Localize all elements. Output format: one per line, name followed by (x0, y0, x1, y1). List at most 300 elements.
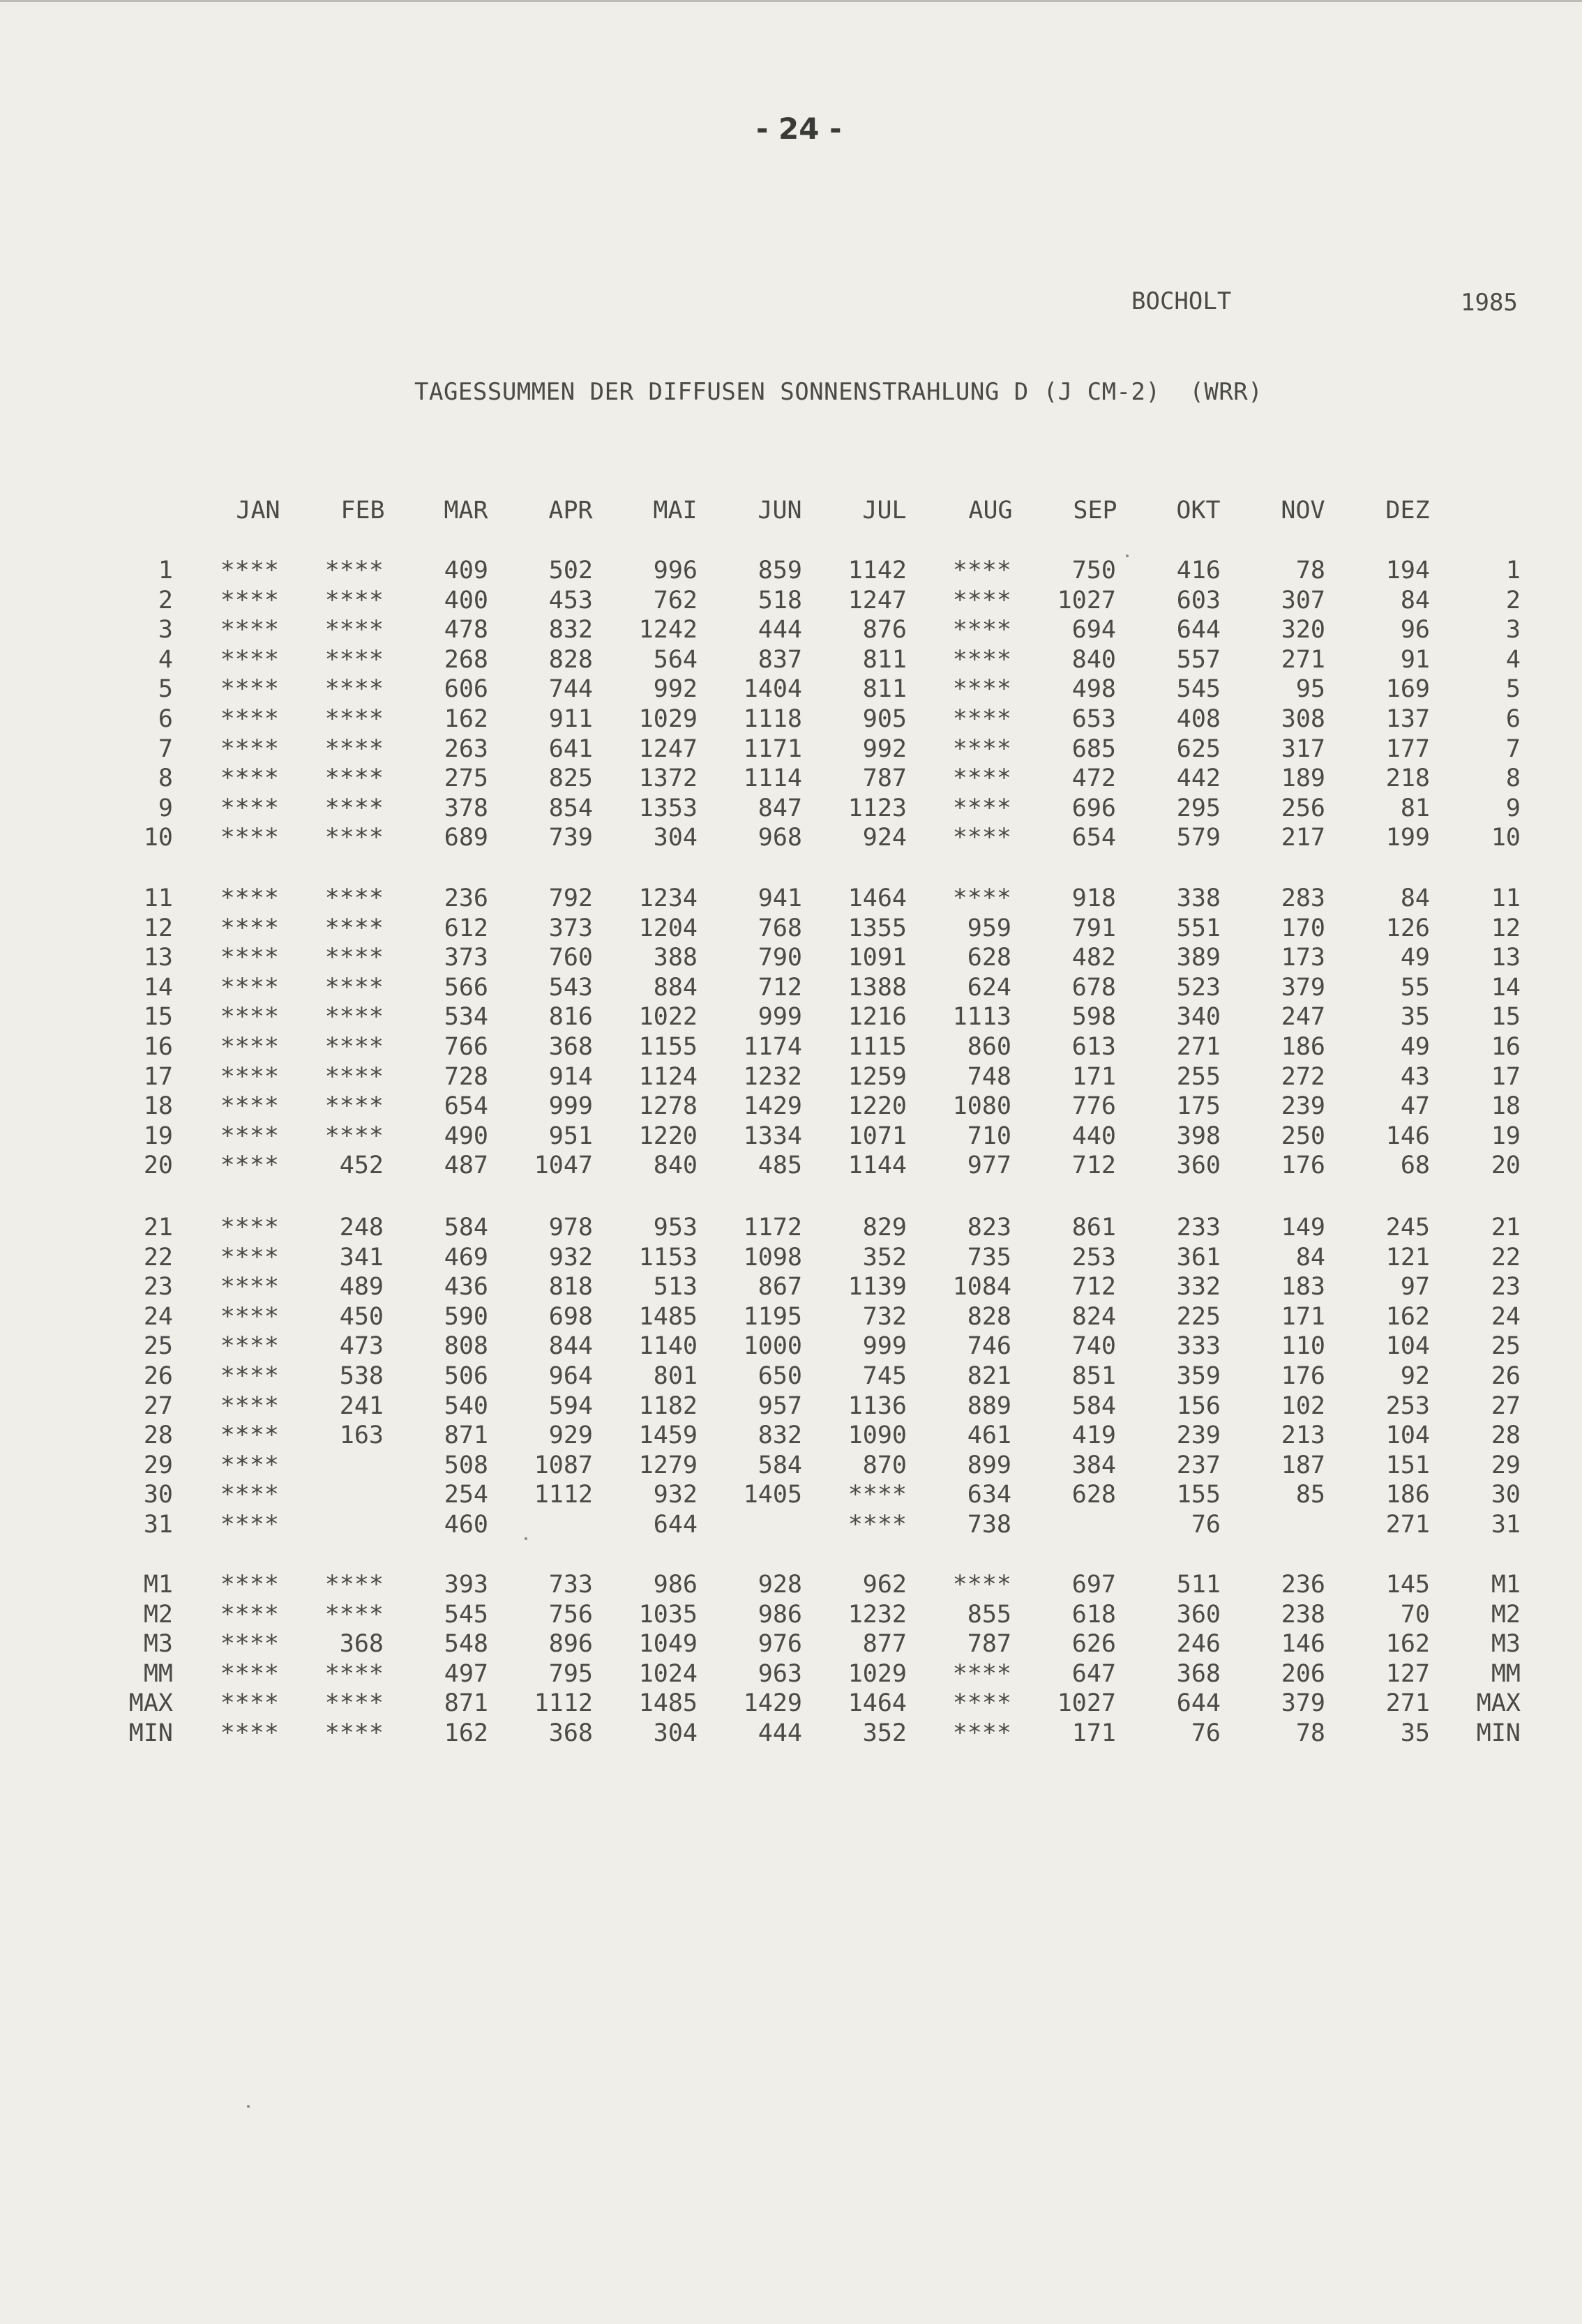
table-cell: **** (952, 734, 1011, 763)
table-cell: 899 (967, 1451, 1011, 1479)
table-cell: 1155 (638, 1033, 698, 1061)
table-cell: 416 (1176, 557, 1221, 584)
table-cell: **** (952, 675, 1011, 704)
table-cell: 808 (444, 1332, 488, 1361)
table-cell: 811 (862, 675, 907, 704)
table-cell: 918 (1071, 884, 1116, 912)
table-cell: **** (220, 1062, 279, 1091)
table-cell: 1114 (743, 764, 802, 793)
table-cell: 1355 (848, 914, 907, 942)
table-cell: 1091 (848, 944, 907, 972)
table-title: TAGESSUMMEN DER DIFFUSEN SONNENSTRAHLUNG D (J CM-2) (WRR) (414, 378, 1263, 406)
row-label-right: M3 (1491, 1630, 1521, 1659)
table-cell: 594 (548, 1391, 593, 1420)
table-cell: 829 (862, 1214, 907, 1242)
table-cell: 183 (1281, 1273, 1325, 1301)
table-cell: 832 (548, 616, 593, 644)
row-label-right: 14 (1491, 973, 1521, 1002)
row-label-right: 17 (1491, 1062, 1521, 1091)
table-cell: 1242 (638, 616, 698, 644)
table-cell: 70 (1400, 1600, 1430, 1629)
table-cell: 253 (1071, 1243, 1116, 1272)
table-cell: 606 (444, 675, 488, 704)
table-cell: 149 (1281, 1214, 1325, 1242)
table-cell: 490 (444, 1122, 488, 1150)
table-cell: 625 (1176, 734, 1221, 763)
table-cell: 978 (548, 1214, 593, 1242)
table-cell: **** (220, 645, 279, 674)
table-cell: 163 (339, 1421, 384, 1450)
table-cell: **** (220, 1033, 279, 1061)
table-cell: 1247 (638, 734, 698, 763)
table-cell: 469 (444, 1243, 488, 1272)
table-cell: **** (220, 1719, 279, 1747)
table-cell: 733 (548, 1571, 593, 1599)
table-cell: 644 (1176, 1689, 1221, 1718)
row-label: 7 (158, 734, 173, 763)
table-cell: 49 (1400, 944, 1430, 972)
table-cell: 373 (444, 944, 488, 972)
table-cell: 545 (1176, 675, 1221, 704)
table-cell: **** (952, 884, 1011, 912)
table-cell: 996 (653, 557, 698, 584)
table-cell: 127 (1385, 1659, 1430, 1688)
table-cell: 746 (967, 1332, 1011, 1361)
table-cell: 1024 (638, 1659, 698, 1688)
row-label-right: 12 (1491, 914, 1521, 942)
table-cell: 612 (444, 914, 488, 942)
table-cell: 379 (1281, 973, 1325, 1002)
row-label: M2 (143, 1600, 173, 1629)
row-label: 14 (143, 973, 173, 1002)
table-cell: 169 (1385, 675, 1430, 704)
table-cell: 1142 (848, 557, 907, 584)
table-cell: 436 (444, 1273, 488, 1301)
table-cell: **** (324, 675, 384, 704)
table-cell: 801 (653, 1362, 698, 1390)
row-label: 8 (158, 764, 173, 793)
table-cell: 825 (548, 764, 593, 793)
table-cell: 712 (1071, 1273, 1116, 1301)
table-cell: 1113 (952, 1003, 1011, 1032)
table-cell: 76 (1191, 1511, 1221, 1539)
row-label-right: MAX (1476, 1689, 1521, 1718)
table-cell: 245 (1385, 1214, 1430, 1242)
table-cell: **** (220, 1362, 279, 1390)
table-cell: 1172 (743, 1214, 802, 1242)
table-cell: **** (324, 973, 384, 1002)
table-cell: 194 (1385, 557, 1430, 584)
table-cell: 35 (1400, 1719, 1430, 1747)
table-cell: **** (952, 1659, 1011, 1688)
table-cell: 1485 (638, 1302, 698, 1331)
table-cell: 304 (653, 1719, 698, 1747)
table-cell: 523 (1176, 973, 1221, 1002)
row-label: MM (143, 1659, 173, 1688)
table-cell: 359 (1176, 1362, 1221, 1390)
table-cell: 795 (548, 1659, 593, 1688)
table-cell: **** (324, 1600, 384, 1629)
table-cell: 590 (444, 1302, 488, 1331)
table-cell: 241 (339, 1391, 384, 1420)
table-cell: 732 (862, 1302, 907, 1331)
table-cell: **** (220, 1214, 279, 1242)
table-cell: 860 (967, 1033, 1011, 1061)
table-cell: 712 (758, 973, 802, 1002)
table-cell: 440 (1071, 1122, 1116, 1150)
table-cell: 739 (548, 824, 593, 852)
year: 1985 (1461, 289, 1518, 317)
table-cell: 964 (548, 1362, 593, 1390)
table-cell: **** (220, 1122, 279, 1150)
row-label: 13 (143, 944, 173, 972)
table-cell: 271 (1385, 1689, 1430, 1718)
table-cell: 238 (1281, 1600, 1325, 1629)
table-cell: 110 (1281, 1332, 1325, 1361)
table-cell: **** (220, 764, 279, 793)
table-cell: **** (952, 1719, 1011, 1747)
row-label: 17 (143, 1062, 173, 1091)
table-cell: 1027 (1057, 586, 1116, 614)
row-label: 18 (143, 1092, 173, 1121)
table-cell: 689 (444, 824, 488, 852)
table-cell: 361 (1176, 1243, 1221, 1272)
table-cell: 735 (967, 1243, 1011, 1272)
table-cell: 485 (758, 1152, 802, 1180)
table-cell: 1029 (638, 705, 698, 733)
row-label-right: 28 (1491, 1421, 1521, 1450)
column-header: JAN (236, 497, 280, 525)
table-cell: 977 (967, 1152, 1011, 1180)
table-cell: 213 (1281, 1421, 1325, 1450)
table-cell: **** (220, 1511, 279, 1539)
table-cell: 85 (1295, 1481, 1325, 1509)
row-label-right: 30 (1491, 1481, 1521, 1509)
table-cell: 791 (1071, 914, 1116, 942)
table-cell: 1247 (848, 586, 907, 614)
table-cell: 419 (1071, 1421, 1116, 1450)
table-cell: **** (220, 1630, 279, 1659)
table-cell: 792 (548, 884, 593, 912)
table-cell: 543 (548, 973, 593, 1002)
table-cell: 811 (862, 645, 907, 674)
table-cell: 1220 (848, 1092, 907, 1121)
table-cell: **** (220, 1302, 279, 1331)
table-cell: **** (324, 764, 384, 793)
table-cell: 1220 (638, 1122, 698, 1150)
row-label: 2 (158, 586, 173, 614)
table-cell: 368 (548, 1719, 593, 1747)
table-cell: 557 (1176, 645, 1221, 674)
table-cell: 68 (1400, 1152, 1430, 1180)
table-cell: 1118 (743, 705, 802, 733)
table-cell: 461 (967, 1421, 1011, 1450)
table-cell: 55 (1400, 973, 1430, 1002)
table-cell: 598 (1071, 1003, 1116, 1032)
table-cell: 340 (1176, 1003, 1221, 1032)
table-cell: 914 (548, 1062, 593, 1091)
table-cell: 840 (653, 1152, 698, 1180)
table-cell: 317 (1281, 734, 1325, 763)
table-cell: 444 (758, 616, 802, 644)
table-cell: 986 (758, 1600, 802, 1629)
row-label: M3 (143, 1630, 173, 1659)
row-label-right: 1 (1505, 557, 1521, 584)
table-cell: **** (220, 824, 279, 852)
table-cell: 248 (339, 1214, 384, 1242)
row-label: 9 (158, 794, 173, 822)
table-cell: 548 (444, 1630, 488, 1659)
table-cell: 162 (1385, 1302, 1430, 1331)
table-cell: 1035 (638, 1600, 698, 1629)
table-cell: 821 (967, 1362, 1011, 1390)
table-cell: 84 (1400, 586, 1430, 614)
table-cell: 239 (1281, 1092, 1325, 1121)
row-label: 16 (143, 1033, 173, 1061)
table-cell: 626 (1071, 1630, 1116, 1659)
table-cell: 968 (758, 824, 802, 852)
table-cell: 696 (1071, 794, 1116, 822)
table-cell: 171 (1281, 1302, 1325, 1331)
table-cell: 1027 (1057, 1689, 1116, 1718)
table-cell: 237 (1176, 1451, 1221, 1479)
column-header: MAI (653, 497, 698, 525)
table-cell: 957 (758, 1391, 802, 1420)
table-cell: 472 (1071, 764, 1116, 793)
table-cell: 1098 (743, 1243, 802, 1272)
table-cell: 35 (1400, 1003, 1430, 1032)
table-cell: 137 (1385, 705, 1430, 733)
table-cell: **** (220, 1391, 279, 1420)
table-cell: 162 (444, 705, 488, 733)
row-label-right: 3 (1505, 616, 1521, 644)
table-cell: 1123 (848, 794, 907, 822)
table-cell: **** (324, 824, 384, 852)
table-cell: 199 (1385, 824, 1430, 852)
table-cell: 1000 (743, 1332, 802, 1361)
table-cell: 551 (1176, 914, 1221, 942)
table-cell: 1171 (743, 734, 802, 763)
row-label: 20 (143, 1152, 173, 1180)
table-cell: 540 (444, 1391, 488, 1420)
row-label-right: 11 (1491, 884, 1521, 912)
table-cell: 78 (1295, 1719, 1325, 1747)
table-cell: **** (220, 1273, 279, 1301)
table-cell: 740 (1071, 1332, 1116, 1361)
table-cell: **** (848, 1481, 907, 1509)
table-cell: 368 (548, 1033, 593, 1061)
paper-speck (1126, 554, 1129, 557)
table-cell: 1087 (534, 1451, 593, 1479)
table-cell: 854 (548, 794, 593, 822)
table-cell: 1090 (848, 1421, 907, 1450)
table-cell: 442 (1176, 764, 1221, 793)
table-cell: **** (220, 675, 279, 704)
table-cell: 844 (548, 1332, 593, 1361)
table-cell: 360 (1176, 1152, 1221, 1180)
table-cell: 877 (862, 1630, 907, 1659)
table-cell: 146 (1281, 1630, 1325, 1659)
table-cell: 1029 (848, 1659, 907, 1688)
table-cell: 247 (1281, 1003, 1325, 1032)
table-cell: 162 (1385, 1630, 1430, 1659)
table-cell: 81 (1400, 794, 1430, 822)
table-cell: 1115 (848, 1033, 907, 1061)
table-cell: 828 (967, 1302, 1011, 1331)
table-cell: 628 (967, 944, 1011, 972)
table-cell: 712 (1071, 1152, 1116, 1180)
table-cell: 478 (444, 616, 488, 644)
row-label-right: M1 (1491, 1571, 1521, 1599)
row-label: 6 (158, 705, 173, 733)
table-cell: 951 (548, 1122, 593, 1150)
table-cell: 653 (1071, 705, 1116, 733)
table-cell: **** (324, 1062, 384, 1091)
table-cell: 861 (1071, 1214, 1116, 1242)
table-cell: 697 (1071, 1571, 1116, 1599)
row-label: 4 (158, 645, 173, 674)
table-cell: 776 (1071, 1092, 1116, 1121)
row-label-right: 13 (1491, 944, 1521, 972)
table-cell: 47 (1400, 1092, 1430, 1121)
table-cell: 818 (548, 1273, 593, 1301)
row-label: 23 (143, 1273, 173, 1301)
table-cell: **** (324, 586, 384, 614)
table-cell: 654 (1071, 824, 1116, 852)
row-label-right: 7 (1505, 734, 1521, 763)
table-cell: 1388 (848, 973, 907, 1002)
table-cell: 1279 (638, 1451, 698, 1479)
table-cell: **** (324, 645, 384, 674)
column-header: NOV (1281, 497, 1325, 525)
table-cell: 246 (1176, 1630, 1221, 1659)
table-cell: 186 (1281, 1033, 1325, 1061)
table-cell: 584 (444, 1214, 488, 1242)
table-cell: 177 (1385, 734, 1430, 763)
table-cell: 102 (1281, 1391, 1325, 1420)
table-cell: 884 (653, 973, 698, 1002)
table-cell: 641 (548, 734, 593, 763)
table-cell: **** (952, 586, 1011, 614)
table-cell: 1047 (534, 1152, 593, 1180)
table-cell: 304 (653, 824, 698, 852)
table-cell: **** (220, 1571, 279, 1599)
table-cell: 644 (1176, 616, 1221, 644)
table-cell: 924 (862, 824, 907, 852)
table-cell: 654 (444, 1092, 488, 1121)
table-cell: **** (324, 616, 384, 644)
row-label-right: 26 (1491, 1362, 1521, 1390)
table-cell: 710 (967, 1122, 1011, 1150)
row-label: 10 (143, 824, 173, 852)
table-cell: **** (952, 705, 1011, 733)
row-label-right: 10 (1491, 824, 1521, 852)
table-cell: 97 (1400, 1273, 1430, 1301)
table-cell: 538 (339, 1362, 384, 1390)
table-cell: 389 (1176, 944, 1221, 972)
table-cell: 1464 (848, 1689, 907, 1718)
row-label: 22 (143, 1243, 173, 1272)
table-cell: 1124 (638, 1062, 698, 1091)
table-cell: **** (220, 1092, 279, 1121)
table-cell: 816 (548, 1003, 593, 1032)
table-cell: 253 (1385, 1391, 1430, 1420)
row-label-right: 22 (1491, 1243, 1521, 1272)
table-cell: **** (220, 1003, 279, 1032)
table-cell: 564 (653, 645, 698, 674)
table-cell: **** (952, 1689, 1011, 1718)
table-cell: 1174 (743, 1033, 802, 1061)
table-cell: 1353 (638, 794, 698, 822)
table-cell: 832 (758, 1421, 802, 1450)
table-cell: 104 (1385, 1332, 1430, 1361)
row-label-right: 24 (1491, 1302, 1521, 1331)
table-cell: 579 (1176, 824, 1221, 852)
table-cell: 84 (1295, 1243, 1325, 1272)
table-cell: 1334 (743, 1122, 802, 1150)
table-cell: **** (952, 1571, 1011, 1599)
table-cell: 748 (967, 1062, 1011, 1091)
table-cell: 460 (444, 1511, 488, 1539)
table-cell: 49 (1400, 1033, 1430, 1061)
table-cell: 233 (1176, 1214, 1221, 1242)
table-cell: 450 (339, 1302, 384, 1331)
table-cell: 275 (444, 764, 488, 793)
table-cell: 162 (444, 1719, 488, 1747)
table-cell: **** (324, 734, 384, 763)
table-cell: 871 (444, 1421, 488, 1450)
table-cell: 828 (548, 645, 593, 674)
table-cell: 1485 (638, 1689, 698, 1718)
row-label: MIN (128, 1719, 173, 1747)
table-cell: **** (220, 1451, 279, 1479)
table-cell: **** (220, 705, 279, 733)
row-label-right: 25 (1491, 1332, 1521, 1361)
table-cell: 187 (1281, 1451, 1325, 1479)
paper-speck (525, 1537, 527, 1540)
table-cell: 986 (653, 1571, 698, 1599)
table-cell: 941 (758, 884, 802, 912)
table-cell: 236 (1281, 1571, 1325, 1599)
table-cell: **** (324, 1092, 384, 1121)
table-cell: 787 (967, 1630, 1011, 1659)
table-cell: 91 (1400, 645, 1430, 674)
table-cell: **** (220, 973, 279, 1002)
column-header: JUN (758, 497, 802, 525)
table-cell: 1429 (743, 1689, 802, 1718)
table-cell: **** (220, 1481, 279, 1509)
table-cell: 236 (444, 884, 488, 912)
table-cell: 694 (1071, 616, 1116, 644)
row-label: 30 (143, 1481, 173, 1509)
table-cell: 876 (862, 616, 907, 644)
table-cell: 186 (1385, 1481, 1430, 1509)
row-label-right: M2 (1491, 1600, 1521, 1629)
table-cell: 489 (339, 1273, 384, 1301)
table-cell: 1084 (952, 1273, 1011, 1301)
table-cell: **** (952, 557, 1011, 584)
table-cell: 308 (1281, 705, 1325, 733)
table-cell: 104 (1385, 1421, 1430, 1450)
row-label-right: 15 (1491, 1003, 1521, 1032)
row-label: 26 (143, 1362, 173, 1390)
table-cell: 225 (1176, 1302, 1221, 1331)
table-cell: 728 (444, 1062, 488, 1091)
table-cell: 171 (1071, 1062, 1116, 1091)
table-cell: **** (324, 1003, 384, 1032)
table-cell: **** (952, 764, 1011, 793)
table-cell: **** (324, 884, 384, 912)
